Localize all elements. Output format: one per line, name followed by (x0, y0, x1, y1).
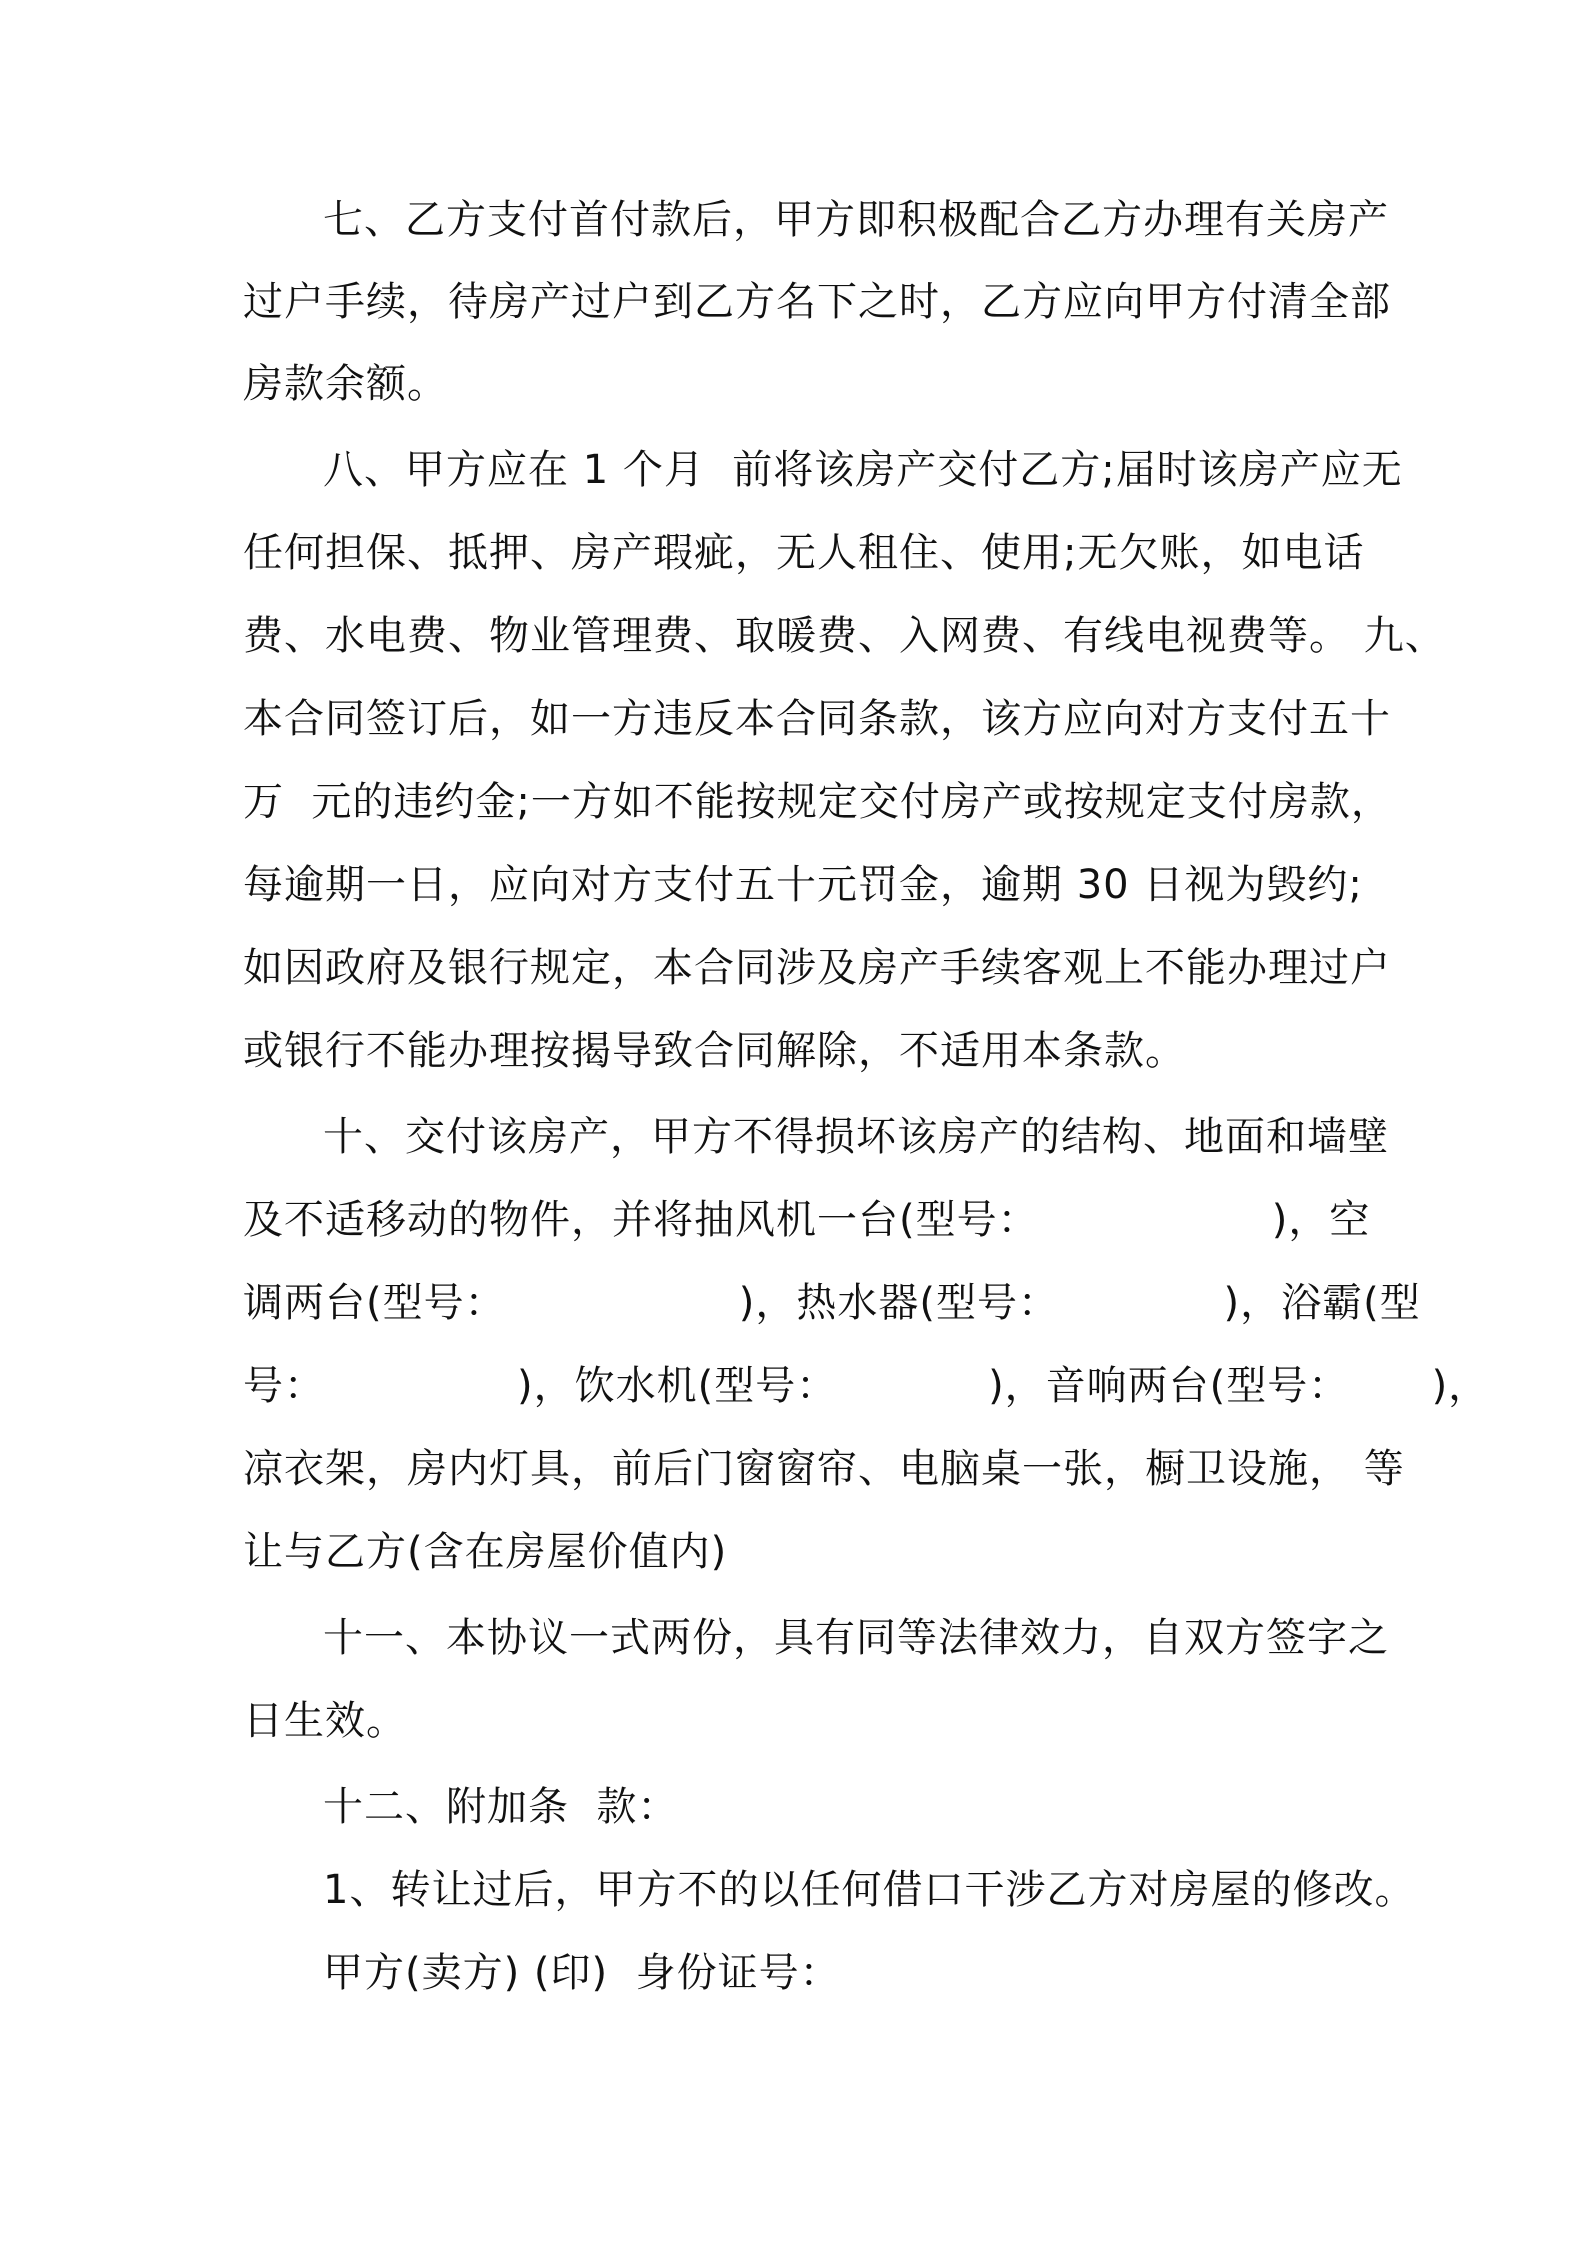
clause-7-line-3: 房款余额。 (243, 361, 448, 407)
clause-7-line-2: 过户手续，待房产过户到乙方名下之时，乙方应向甲方付清全部 (243, 279, 1391, 325)
clause-9-line-5: 或银行不能办理按揭导致合同解除，不适用本条款。 (243, 1028, 1186, 1074)
clause-11-line-2: 日生效。 (243, 1698, 407, 1744)
clause-10-line-3: 调两台(型号： )，热水器(型号： )，浴霸(型 (243, 1280, 1421, 1326)
clause-10-line-6: 让与乙方(含在房屋价值内) (243, 1529, 728, 1575)
clause-10-line-1: 十、交付该房产，甲方不得损坏该房产的结构、地面和墙壁 (323, 1114, 1389, 1160)
clause-9-line-4: 如因政府及银行规定，本合同涉及房产手续客观上不能办理过户 (243, 945, 1391, 991)
clause-10-line-2: 及不适移动的物件，并将抽风机一台(型号： )，空 (243, 1197, 1371, 1243)
clause-9-line-2: 万 元的违约金;一方如不能按规定交付房产或按规定支付房款， (243, 779, 1392, 825)
seller-signature-line: 甲方(卖方) (印) 身份证号： (323, 1950, 841, 1996)
clause-8-line-1: 八、甲方应在 1 个月 前将该房产交付乙方;届时该房产应无 (323, 447, 1403, 493)
clause-7-line-1: 七、乙方支付首付款后，甲方即积极配合乙方办理有关房产 (323, 197, 1389, 243)
clause-10-line-4: 号： )，饮水机(型号： )，音响两台(型号： )， (243, 1363, 1490, 1409)
clause-9-line-3: 每逾期一日，应向对方支付五十元罚金，逾期 30 日视为毁约; (243, 862, 1363, 908)
clause-8-line-3: 费、水电费、物业管理费、取暖费、入网费、有线电视费等。 九、 (243, 613, 1446, 659)
clause-8-line-2: 任何担保、抵押、房产瑕疵，无人租住、使用;无欠账，如电话 (243, 530, 1365, 576)
clause-9-line-1: 本合同签订后，如一方违反本合同条款，该方应向对方支付五十 (243, 696, 1391, 742)
clause-11-line-1: 十一、本协议一式两份，具有同等法律效力，自双方签字之 (323, 1615, 1389, 1661)
clause-10-line-5: 凉衣架，房内灯具，前后门窗窗帘、电脑桌一张，橱卫设施， 等 (243, 1446, 1405, 1492)
clause-12-item-1: 1、转让过后，甲方不的以任何借口干涉乙方对房屋的修改。 (323, 1867, 1416, 1913)
clause-12-heading: 十二、附加条 款： (323, 1784, 679, 1830)
